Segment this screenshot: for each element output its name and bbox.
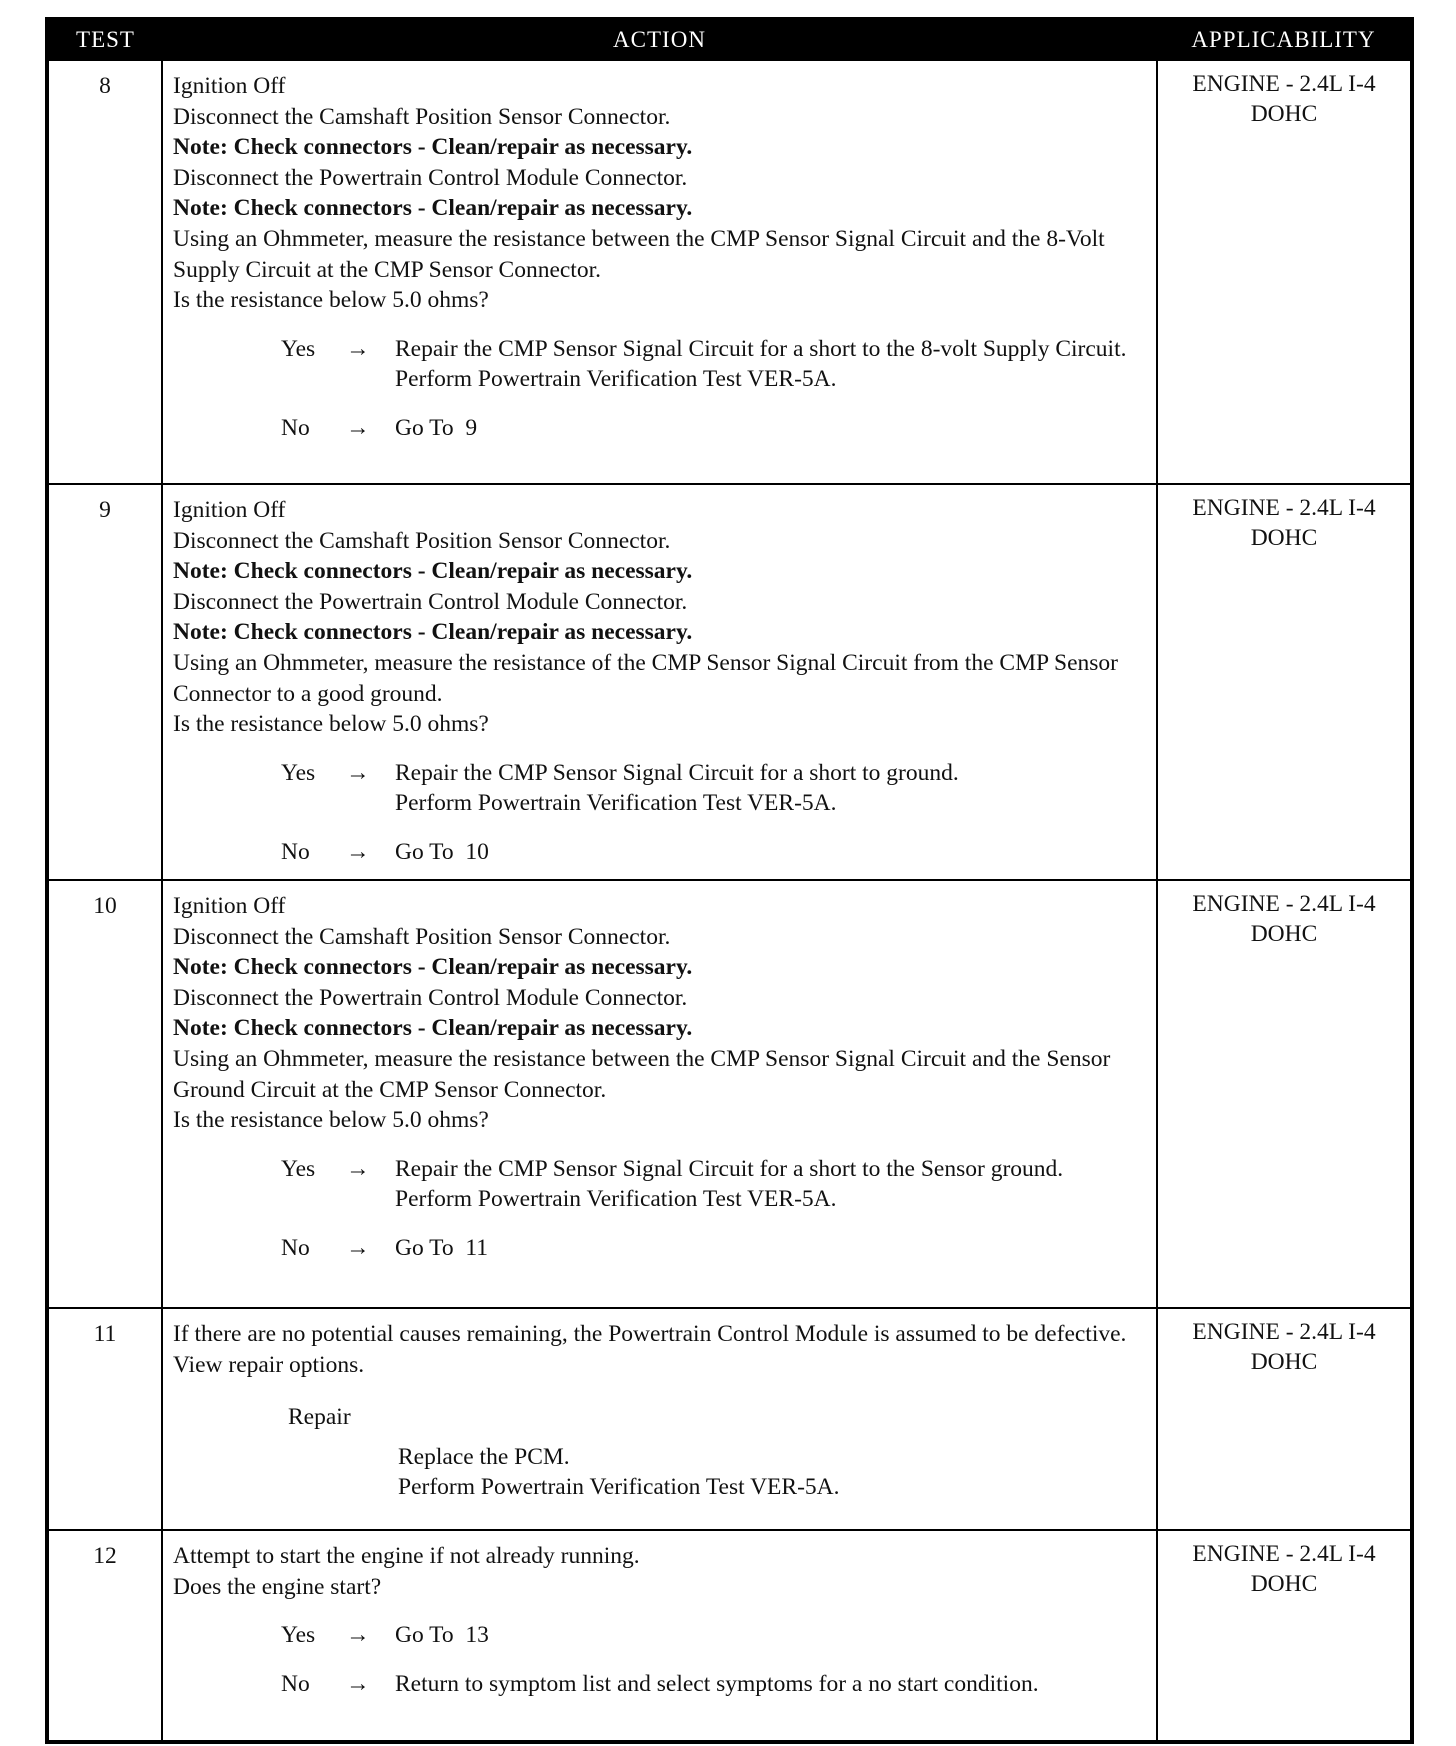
table-header-row <box>47 19 1412 60</box>
yes-label: Yes <box>281 335 316 362</box>
applicability-line-1: ENGINE - 2.4L I-4 <box>1192 891 1376 917</box>
yes-result <box>173 1620 1148 1651</box>
applicability-line-2: DOHC <box>1250 1571 1318 1597</box>
yes-result <box>173 1154 1148 1215</box>
test-number: 11 <box>47 1308 162 1530</box>
arrow-icon: → <box>346 759 370 786</box>
table-row <box>47 1308 1412 1530</box>
test-number: 12 <box>47 1530 162 1742</box>
question-text: Does the engine start? <box>173 1573 382 1600</box>
yes-action <box>395 1154 1148 1215</box>
step-text: Ignition Off <box>173 73 286 99</box>
intro-text: If there are no potential causes remaining, the Powertrain Control Module is assumed to be defective. <box>173 1321 1127 1347</box>
yes-label: Yes <box>281 1155 316 1182</box>
note-text: Note: Check connectors - Clean/repair as necessary. <box>173 1015 693 1042</box>
action-cell <box>162 1308 1157 1530</box>
arrow-icon: → <box>346 1234 370 1261</box>
arrow-icon: → <box>346 335 370 362</box>
note-text: Note: Check connectors - Clean/repair as necessary. <box>173 134 693 161</box>
header-action: ACTION <box>162 19 1157 60</box>
arrow-icon: → <box>346 414 370 441</box>
repair-step: Perform Powertrain Verification Test VER-5A. <box>398 1474 840 1501</box>
step-text: Using an Ohmmeter, measure the resistance between the CMP Sensor Signal Circuit and the Sensor Ground Circuit at the CMP Sensor Connector. <box>173 1045 1111 1103</box>
yes-text: Repair the CMP Sensor Signal Circuit for a short to the 8-volt Supply Circuit. <box>395 335 1127 362</box>
yes-text: Repair the CMP Sensor Signal Circuit for a short to ground. <box>395 759 959 786</box>
yes-text-2: Perform Powertrain Verification Test VER-5A. <box>395 1186 837 1213</box>
repair-steps <box>398 1442 1148 1503</box>
table-row <box>47 880 1412 1308</box>
no-result <box>173 413 1148 444</box>
arrow-icon: → <box>346 838 370 865</box>
action-cell <box>162 60 1157 484</box>
no-text: Return to symptom list and select symptoms for a no start condition. <box>395 1670 1039 1697</box>
applicability-cell <box>1157 60 1412 484</box>
step-text: Ignition Off <box>173 497 286 523</box>
applicability-line-2: DOHC <box>1250 101 1318 127</box>
no-label: No <box>281 838 310 865</box>
applicability-cell <box>1157 880 1412 1308</box>
no-label: No <box>281 1670 310 1697</box>
test-number: 9 <box>47 484 162 880</box>
applicability-line-1: ENGINE - 2.4L I-4 <box>1192 1319 1376 1345</box>
step-text: Attempt to start the engine if not already running. <box>173 1543 640 1569</box>
no-result <box>173 837 1148 868</box>
yes-action <box>395 334 1148 395</box>
no-text: Go To 11 <box>395 1234 489 1261</box>
yes-text-2: Perform Powertrain Verification Test VER-5A. <box>395 790 837 817</box>
question-text: Is the resistance below 5.0 ohms? <box>173 1107 489 1134</box>
yes-result <box>173 334 1148 395</box>
note-text: Note: Check connectors - Clean/repair as necessary. <box>173 558 693 585</box>
header-test: TEST <box>47 19 162 60</box>
no-result <box>173 1669 1148 1700</box>
applicability-line-1: ENGINE - 2.4L I-4 <box>1192 1541 1376 1567</box>
question-text: Is the resistance below 5.0 ohms? <box>173 287 489 314</box>
action-cell <box>162 1530 1157 1742</box>
test-number: 8 <box>47 60 162 484</box>
applicability-cell <box>1157 1530 1412 1742</box>
test-number: 10 <box>47 880 162 1308</box>
repair-step: Replace the PCM. <box>398 1443 570 1470</box>
test-table <box>45 17 1414 1744</box>
applicability-line-2: DOHC <box>1250 525 1318 551</box>
step-text: Disconnect the Powertrain Control Module Connector. <box>173 164 688 191</box>
applicability-line-1: ENGINE - 2.4L I-4 <box>1192 495 1376 521</box>
action-cell <box>162 484 1157 880</box>
no-label: No <box>281 1234 310 1261</box>
question-text: Is the resistance below 5.0 ohms? <box>173 711 489 738</box>
step-text: Using an Ohmmeter, measure the resistance of the CMP Sensor Signal Circuit from the CMP Sensor Connector to a good ground. <box>173 649 1119 707</box>
applicability-cell <box>1157 1308 1412 1530</box>
yes-text: Go To 13 <box>395 1622 489 1649</box>
yes-label: Yes <box>281 759 316 786</box>
arrow-icon: → <box>346 1155 370 1182</box>
applicability-line-1: ENGINE - 2.4L I-4 <box>1192 71 1376 97</box>
step-text: Disconnect the Camshaft Position Sensor Connector. <box>173 923 671 950</box>
no-text: Go To 9 <box>395 414 478 441</box>
diagnostic-test-table <box>45 17 1410 1744</box>
note-text: Note: Check connectors - Clean/repair as necessary. <box>173 954 693 981</box>
no-text: Go To 10 <box>395 838 489 865</box>
applicability-line-2: DOHC <box>1250 1349 1318 1375</box>
step-text: Disconnect the Powertrain Control Module Connector. <box>173 984 688 1011</box>
header-applicability: APPLICABILITY <box>1157 19 1412 60</box>
yes-text: Repair the CMP Sensor Signal Circuit for a short to the Sensor ground. <box>395 1155 1064 1182</box>
step-text: Ignition Off <box>173 893 286 919</box>
step-text: Disconnect the Powertrain Control Module Connector. <box>173 588 688 615</box>
yes-action <box>395 758 1148 819</box>
step-text: Disconnect the Camshaft Position Sensor Connector. <box>173 103 671 130</box>
table-row <box>47 484 1412 880</box>
yes-label: Yes <box>281 1622 316 1649</box>
arrow-icon: → <box>346 1622 370 1649</box>
note-text: Note: Check connectors - Clean/repair as necessary. <box>173 195 693 222</box>
applicability-line-2: DOHC <box>1250 921 1318 947</box>
step-text: Using an Ohmmeter, measure the resistance between the CMP Sensor Signal Circuit and the 8-Volt Supply Circuit at the CMP Sensor Connector. <box>173 225 1105 283</box>
step-text: Disconnect the Camshaft Position Sensor Connector. <box>173 527 671 554</box>
applicability-cell <box>1157 484 1412 880</box>
arrow-icon: → <box>346 1670 370 1697</box>
repair-block <box>288 1402 1148 1503</box>
yes-result <box>173 758 1148 819</box>
repair-label: Repair <box>288 1404 351 1431</box>
no-label: No <box>281 414 310 441</box>
table-row <box>47 1530 1412 1742</box>
action-cell <box>162 880 1157 1308</box>
no-result <box>173 1233 1148 1264</box>
table-row <box>47 60 1412 484</box>
note-text: Note: Check connectors - Clean/repair as necessary. <box>173 619 693 646</box>
yes-text-2: Perform Powertrain Verification Test VER-5A. <box>395 366 837 393</box>
intro-text-2: View repair options. <box>173 1351 365 1378</box>
